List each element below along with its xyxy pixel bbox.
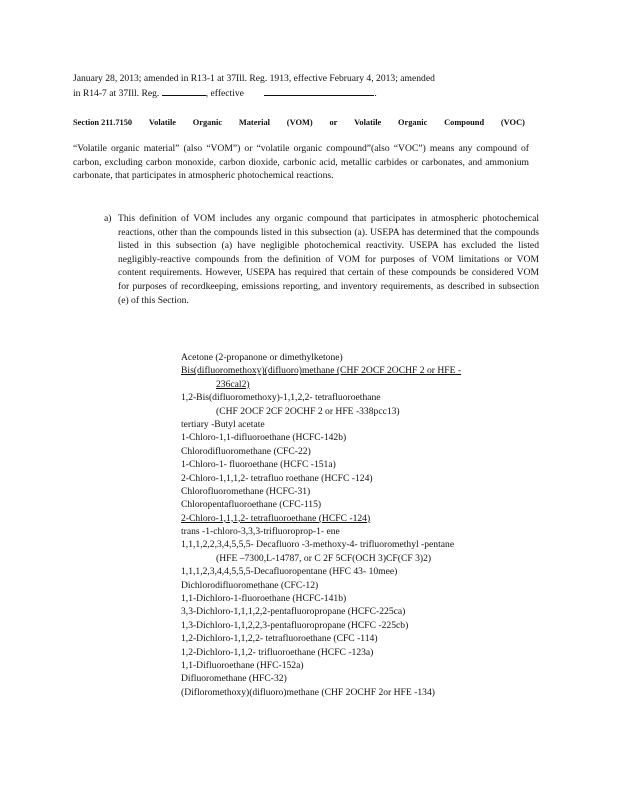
blank-effective-date <box>264 86 374 96</box>
compound-list-item: 3,3-Dichloro-1,1,1,2,2-pentafluoropropane (HCFC-225ca) <box>181 606 406 618</box>
vom-definition: “Volatile organic material” (also “VOM”) or “volatile organic compound”(also “VOC”) means any compound of carbon, excluding carbon monoxide, carbon dioxide, carbonic acid, metallic carbides or carbonates, and ammonium carbonate, that participates in atmospheric photochemical reactions. <box>73 143 529 182</box>
exempt-compound-list <box>181 351 541 699</box>
compound-list-item: 1,1,1,2,3,4,4,5,5,5-Decafluoropentane (HFC 43- 10mee) <box>181 566 398 578</box>
compound-list-item: 1,3-Dichloro-1,1,2,2,3-pentafluoropropane (HCFC -225cb) <box>181 619 409 631</box>
compound-list-item: 1,1,1,2,2,3,4,5,5,5- Decafluoro -3-methoxy-4- trifluoromethyl -pentane <box>181 539 455 551</box>
subsection-text: This definition of VOM includes any organic compound that participates in atmospheric photochemical reactions, other than the compounds listed in this subsection (a). USEPA has determined that the compounds listed in this subsection (a) have negligible photochemical reactivity. USEPA has excluded the listed negligibly-reactive compounds from the definition of VOM for purposes of VOM limitations or VOM content requirements. However, USEPA has required that certain of these compounds be considered VOM for purposes of recordkeeping, emissions reporting, and inventory requirements, as described in subsection (e) of this Section. <box>118 213 539 306</box>
compound-list-item: Chloropentafluoroethane (CFC-115) <box>181 499 322 511</box>
section-heading-word: Compound <box>444 118 485 127</box>
section-heading <box>73 116 525 130</box>
history-line-1: January 28, 2013; amended in R13-1 at 37Ill. Reg. 1913, effective February 4, 2013; amended <box>73 73 435 84</box>
section-heading-word: Organic <box>398 118 428 127</box>
subsection-a <box>104 212 539 307</box>
section-heading-word: Material <box>238 118 271 127</box>
compound-list-item: 1-Chloro-1,1-difluoroethane (HCFC-142b) <box>181 432 347 444</box>
compound-list-item: 2-Chloro-1,1,1,2- tetrafluo roethane (HCFC -124) <box>181 472 373 484</box>
compound-list-item: Chlorodifluoromethane (CFC-22) <box>181 445 311 457</box>
compound-list-item: Dichlorodifluoromethane (CFC-12) <box>181 579 319 591</box>
compound-list-item: tertiary -Butyl acetate <box>181 418 265 430</box>
section-heading-word: Organic <box>192 118 223 127</box>
compound-list-item: 2-Chloro-1,1,1,2- tetrafluoroethane (HCFC -124) <box>181 512 371 524</box>
compound-list-item: 236cal2) <box>216 378 250 390</box>
blank-reg-page <box>162 86 206 96</box>
compound-list-item: Chlorofluoromethane (HCFC-31) <box>181 485 311 497</box>
section-number: Section 211.7150 <box>73 118 133 127</box>
compound-list-item: 1,2-Bis(difluoromethoxy)-1,1,2,2- tetrafluoroethane <box>181 392 381 404</box>
compound-list-item: (CHF 2OCF 2CF 2OCHF 2 or HFE -338pcc13) <box>216 405 400 417</box>
section-heading-word: (VOM) <box>286 118 313 127</box>
compound-list-item: Acetone (2-propanone or dimethylketone) <box>181 352 343 363</box>
section-heading-word: Volatile <box>148 118 176 127</box>
compound-list-item: 1-Chloro-1- fluoroethane (HCFC -151a) <box>181 459 336 471</box>
compound-list-item: (Difloromethoxy)(difluoro)methane (CHF 2OCHF 2or HFE -134) <box>181 686 435 698</box>
compound-list-item: 1,1-Dichloro-1-fluoroethane (HCFC-141b) <box>181 593 347 605</box>
compound-list-item: trans -1-chloro-3,3,3-trifluoroprop-1- ene <box>181 526 340 538</box>
section-heading-word: Volatile <box>354 118 382 127</box>
compound-list-item: 1,1-Difluoroethane (HFC-152a) <box>181 659 304 671</box>
history-line-2: in R14-7 at 37Ill. Reg. , effective . <box>73 87 377 99</box>
compound-list-item: 1,2-Dichloro-1,1,2,2- tetrafluoroethane (CFC -114) <box>181 633 378 645</box>
compound-list-item: Difluoromethane (HFC-32) <box>181 673 287 685</box>
source-history-note <box>73 72 533 100</box>
compound-list-item: (HFE –7300,L-14787, or C 2F 5CF(OCH 3)CF(CF 3)2) <box>216 552 432 564</box>
subsection-label: a) <box>104 213 112 224</box>
compound-list-item: Bis(difluoromethoxy)(difluoro)methane (CHF 2OCF 2OCHF 2 or HFE - <box>181 365 462 377</box>
section-heading-word: (VOC) <box>500 118 525 127</box>
section-heading-word: or <box>329 118 338 127</box>
compound-list-item: 1,2-Dichloro-1,1,2- trifluoroethane (HCFC -123a) <box>181 646 374 658</box>
